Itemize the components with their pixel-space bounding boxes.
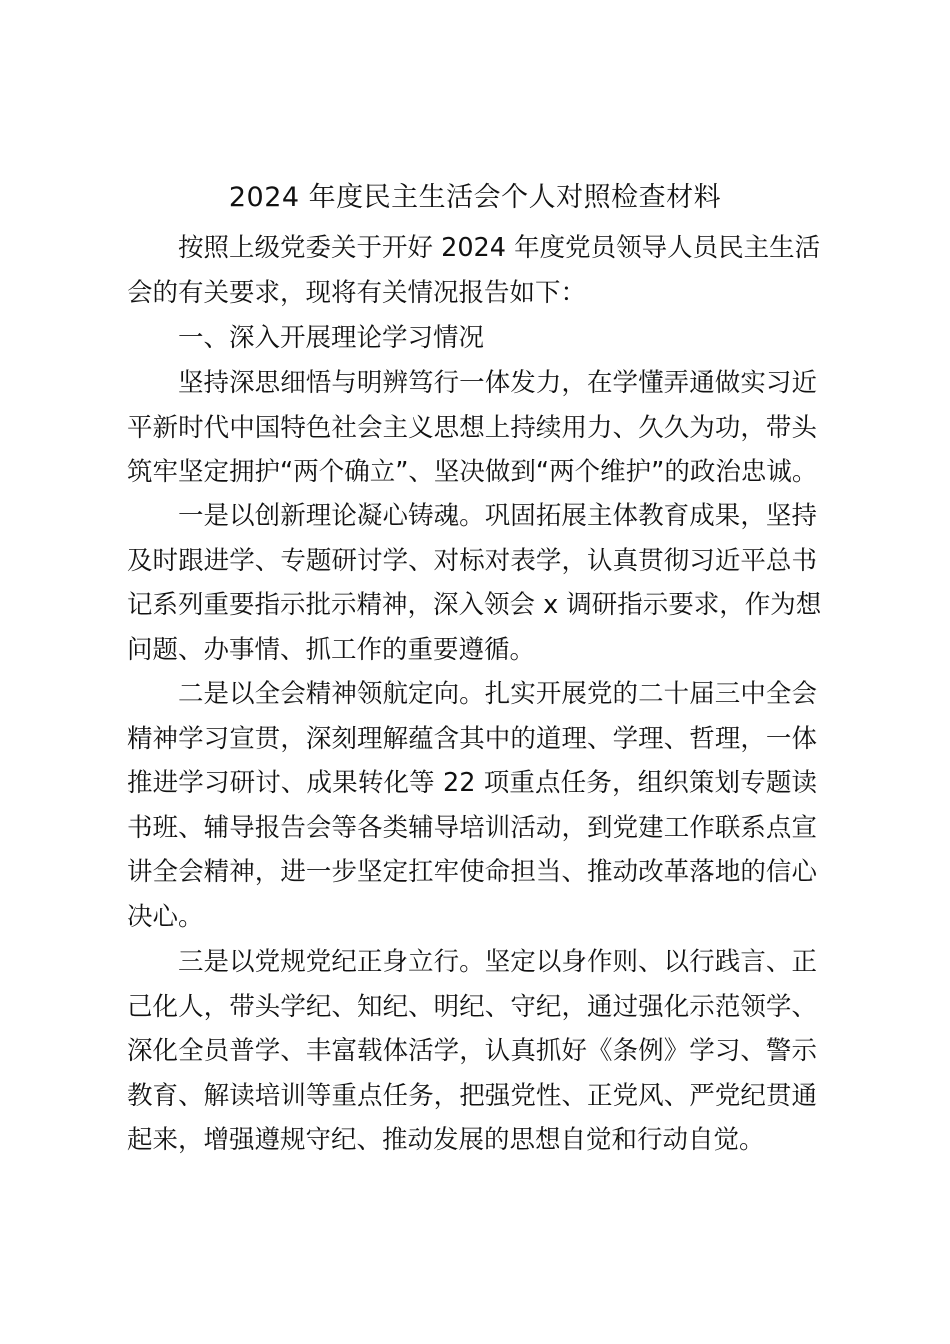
text-line: 教育、解读培训等重点任务，把强党性、正党风、严党纪贯通	[127, 1080, 817, 1111]
text-line: 起来，增强遵规守纪、推动发展的思想自觉和行动自觉。	[127, 1125, 765, 1156]
document-title: 2024 年度民主生活会个人对照检查材料	[228, 182, 722, 213]
text-line: 书班、辅导报告会等各类辅导培训活动，到党建工作联系点宣	[127, 812, 817, 843]
paragraph-overview	[127, 361, 817, 495]
text-line: 记系列重要指示批示精神，深入领会 x 调研指示要求，作为想	[127, 590, 822, 621]
section-heading	[127, 316, 817, 361]
text-line: 三是以党规党纪正身立行。坚定以身作则、以行践言、正	[178, 947, 817, 977]
paragraph-point-two	[127, 672, 817, 940]
text-line: 决心。	[127, 901, 204, 932]
paragraph-intro	[127, 226, 821, 315]
text-line: 及时跟进学、专题研讨学、对标对表学，认真贯彻习近平总书	[127, 545, 817, 576]
paragraph-point-one	[127, 494, 822, 672]
text-line: 讲全会精神，进一步坚定扛牢使命担当、推动改革落地的信心	[127, 857, 817, 888]
paragraph-point-three	[127, 940, 817, 1163]
text-line: 一是以创新理论凝心铸魂。巩固拓展主体教育成果，坚持	[178, 501, 817, 531]
text-line: 二是以全会精神领航定向。扎实开展党的二十届三中全会	[178, 679, 817, 709]
text-line: 推进学习研讨、成果转化等 22 项重点任务，组织策划专题读	[127, 768, 817, 799]
text-line: 一、深入开展理论学习情况	[178, 323, 485, 353]
text-line: 按照上级党委关于开好 2024 年度党员领导人员民主生活	[178, 233, 821, 263]
text-line: 深化全员普学、丰富载体活学，认真抓好《条例》学习、警示	[127, 1036, 817, 1067]
text-line: 精神学习宣贯，深刻理解蕴含其中的道理、学理、哲理，一体	[127, 723, 817, 754]
text-line: 筑牢坚定拥护“两个确立”、坚决做到“两个维护”的政治忠诚。	[127, 457, 818, 488]
text-line: 问题、办事情、抓工作的重要遵循。	[127, 634, 536, 665]
text-line: 坚持深思细悟与明辨笃行一体发力，在学懂弄通做实习近	[178, 368, 817, 398]
text-line: 己化人，带头学纪、知纪、明纪、守纪，通过强化示范领学、	[127, 991, 817, 1022]
text-line: 会的有关要求，现将有关情况报告如下：	[127, 277, 587, 308]
text-line: 平新时代中国特色社会主义思想上持续用力、久久为功，带头	[127, 412, 817, 443]
